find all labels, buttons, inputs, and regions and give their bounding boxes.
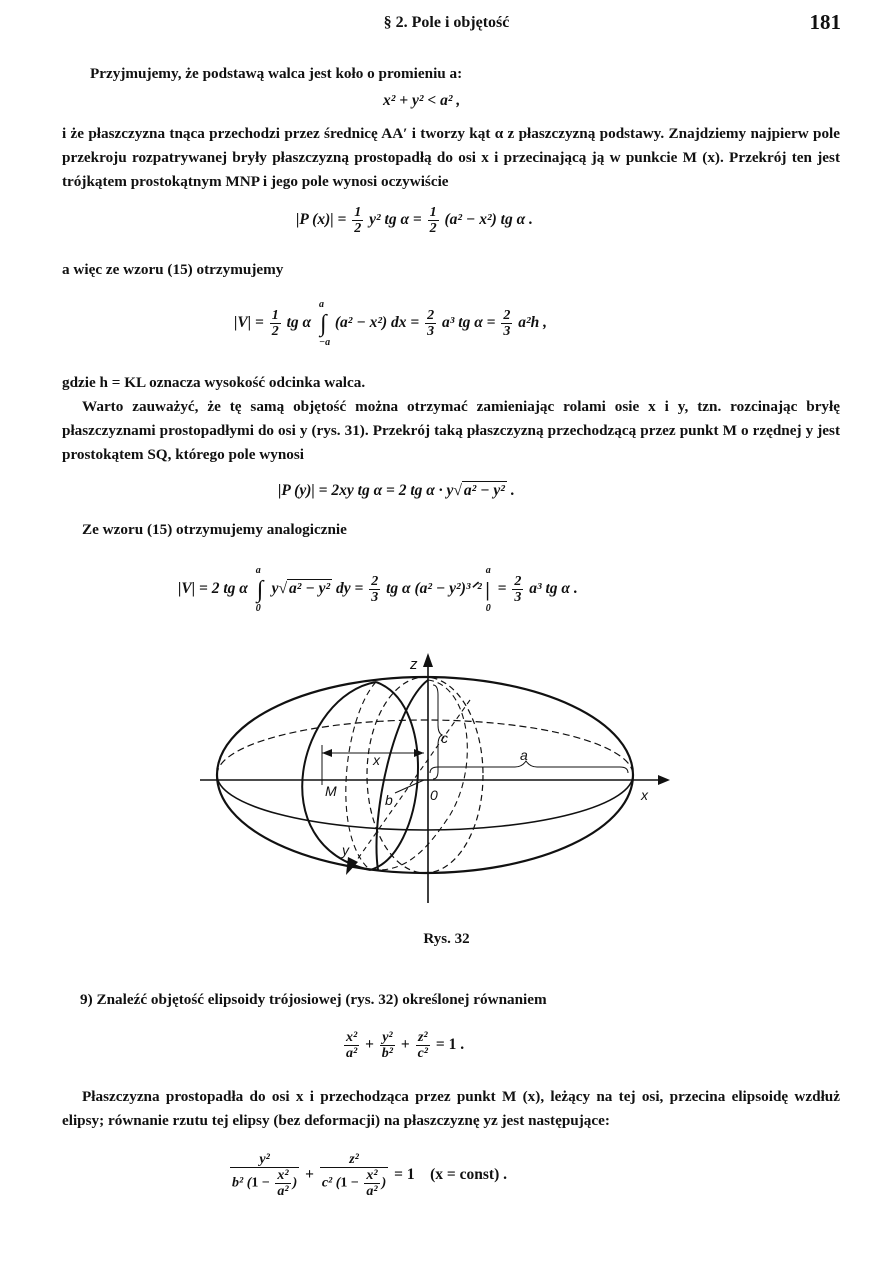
eq7-condition: (x = const) . (430, 1166, 507, 1184)
label-o: 0 (430, 787, 438, 803)
eq6-term-1 (344, 1030, 359, 1061)
eq6-t3-num: z² (416, 1030, 430, 1046)
label-x: x (373, 752, 380, 768)
eq5-fraction-2 (512, 574, 523, 605)
x-axis-arrow (658, 775, 670, 785)
eq7-t2-inner-den: a² (366, 1184, 378, 1199)
label-y: y (342, 842, 349, 858)
eq7-t1-one-minus: 1 − (251, 1175, 270, 1191)
eq7-t2-inner-frac (364, 1168, 379, 1199)
eq5-y: y (271, 580, 279, 598)
paragraph-6: Ze wzoru (15) otrzymujemy analogicznie (82, 521, 347, 538)
equator-front (217, 775, 633, 830)
eq3-fraction-1 (270, 308, 281, 339)
label-x-axis: x (641, 787, 648, 803)
eq5-eval-upper: a (485, 564, 491, 576)
eq3-int-lower: −a (319, 336, 331, 348)
eq5-int-upper: a (255, 564, 261, 576)
eq2-rhs: (a² − x²) tg α . (444, 211, 533, 229)
eq6-t1-num: x² (346, 1030, 358, 1045)
paragraph-5: Warto zauważyć, że tę samą objętość można otrzymać zamieniając rolami osie x i y, tzn. rozcinając bryłę płaszczyznami prostopadłymi do osi y (rys. 31). Przekrój taką płaszczyzną przechodzącą przez punkt M o rzędnej y jest prostokątem SQ, którego pole wynosi (62, 398, 840, 463)
label-a: a (520, 747, 528, 763)
section-cut-front (376, 680, 428, 870)
section-cut-back (378, 680, 467, 870)
eq7-plus: + (305, 1166, 314, 1184)
eq6-term-2 (380, 1030, 395, 1061)
paragraph-8: Płaszczyzna prostopadła do osi x i przechodząca przez punkt M (x), leżący na tej osi, przecina elipsoidę wzdłuż elipsy; równanie rzutu tej elipsy (bez deformacji) na płaszczyznę yz jest następujące: (62, 1088, 840, 1129)
eq3-end: a²h , (518, 314, 548, 332)
eq7-t2-inner-num: x² (366, 1168, 378, 1183)
eq6-plus-2: + (400, 1036, 410, 1054)
eq2-f2-den: 2 (429, 221, 437, 236)
eq7-t2-one-minus: 1 − (340, 1175, 359, 1191)
ellipsoid-figure (180, 645, 690, 915)
eq6-term-3 (416, 1030, 430, 1061)
eq6-t3-den: c² (417, 1046, 429, 1061)
eq3-f3-num: 2 (503, 308, 511, 323)
z-axis-arrow (423, 653, 433, 667)
eq3-f1-num: 1 (271, 308, 279, 323)
eq3-tg: tg α (286, 314, 312, 332)
eq5-eval-lower: 0 (485, 602, 491, 614)
eq2-fraction-2 (428, 205, 439, 236)
label-z: z (410, 656, 418, 673)
equation-ellipsoid (342, 1030, 464, 1061)
eq2-f2-num: 1 (429, 205, 437, 220)
eq5-mid: tg α (a² − y²)³ᐟ² (386, 580, 482, 598)
eq5-lhs: |V| = 2 tg α (178, 580, 248, 598)
eq5-f2-den: 3 (514, 590, 522, 605)
eq2-f1-num: 1 (354, 205, 362, 220)
eq3-f2-num: 2 (427, 308, 435, 323)
eq7-t1-inner-num: x² (277, 1168, 289, 1183)
eq6-plus-1: + (365, 1036, 374, 1054)
eq3-integrand: (a² − x²) dx = (334, 314, 420, 332)
eq6-t2-num: y² (380, 1030, 395, 1046)
a-brace (430, 761, 628, 773)
paragraph-7: 9) Znaleźć objętość elipsoidy trójosiowej (rys. 32) określonej równaniem (80, 991, 547, 1008)
eq3-lhs: |V| = (234, 314, 264, 332)
eq5-end: a³ tg α . (529, 580, 578, 598)
eq7-t1-inner-frac (275, 1168, 290, 1199)
paragraph-2: i że płaszczyzna tnąca przechodzi przez średnicę AA′ i tworzy kąt α z płaszczyzną podstawy. Znajdziemy najpierw pole przekroju rozpatrywanej bryły płaszczyzną prostopadłą do osi x i przecinającą ją w punkcie M (x). Przekrój ten jest trójkątem prostokątnym MNP i jego pole wynosi oczywiście (62, 125, 840, 190)
eq3-integral: ∫ a −a (319, 298, 331, 348)
section-m-back (346, 682, 376, 870)
eq3-f3-den: 3 (503, 324, 511, 339)
paragraph-4: gdzie h = KL oznacza wysokość odcinka walca. (62, 374, 366, 391)
eq7-t2-den: c² (1 − $\frac{\text{x²}}{\text{a²}}$ ) (321, 1168, 387, 1199)
equation-disk: x² + y² < a² , (383, 92, 461, 109)
eq7-t2-den-pre: c² (321, 1175, 333, 1191)
eq5-f1-num: 2 (371, 574, 379, 589)
eq7-term-2 (320, 1152, 388, 1199)
eq7-t1-num: y² (230, 1152, 299, 1168)
eq4-lhs: |P (y)| = 2xy tg α = 2 tg α · y (278, 482, 454, 499)
equation-ellipse-section (228, 1152, 507, 1199)
eq2-f1-den: 2 (354, 221, 362, 236)
b-marker (395, 780, 424, 793)
eq7-t2-num: z² (320, 1152, 388, 1168)
paragraph-3: a więc ze wzoru (15) otrzymujemy (62, 261, 284, 278)
eq7-term-1 (230, 1152, 299, 1199)
eq5-fraction-1 (369, 574, 380, 605)
page-number: 181 (809, 10, 841, 34)
equation-area-y: |P (y)| = 2xy tg α = 2 tg α · y√ a² − y² . (278, 482, 515, 499)
eq5-equals: = (497, 580, 507, 598)
eq6-end: = 1 . (435, 1036, 465, 1054)
eq3-mid: a³ tg α = (441, 314, 496, 332)
eq5-f1-den: 3 (371, 590, 379, 605)
eq4-end: . (510, 482, 515, 499)
eq2-mid: y² tg α = (369, 211, 422, 229)
paragraph-1: Przyjmujemy, że podstawą walca jest koło o promieniu a: (90, 65, 463, 82)
eq7-end: = 1 (394, 1166, 415, 1184)
eq3-fraction-3 (501, 308, 512, 339)
ellipsoid-outline (217, 677, 633, 873)
eq7-t1-den-pre: b² (232, 1175, 244, 1191)
section-m-left (302, 682, 376, 870)
equation-volume-1 (234, 298, 548, 348)
eq2-fraction-1 (352, 205, 363, 236)
eq3-f2-den: 3 (427, 324, 435, 339)
eq5-f2-num: 2 (514, 574, 522, 589)
eq5-int-lower: 0 (255, 602, 261, 614)
eq3-f1-den: 2 (271, 324, 279, 339)
eq5-eval-bar: | a 0 (485, 564, 491, 614)
eq3-fraction-2 (425, 308, 436, 339)
eq7-t1-den: b² (1 − $\frac{\text{x²}}{\text{a²}}$ ) (232, 1168, 298, 1199)
label-c: c (441, 730, 448, 746)
eq4-root: a² − y² (463, 482, 505, 499)
eq6-t1-den: a² (346, 1046, 358, 1061)
equation-area-x (296, 205, 533, 236)
equation-volume-2: |V| = 2 tg α ∫ a 0 y√ a² − y² dy = $\frac{2}{3}$ tg α (a² − y²)³ᐟ² | a 0 = $\frac{2}{3}$ a³ tg α . (178, 564, 578, 614)
eq5-root: a² − y² (289, 580, 331, 598)
section-header: § 2. Pole i objętość (383, 14, 510, 31)
label-b: b (385, 792, 393, 808)
x-distance-arrow-right (414, 749, 424, 757)
eq5-dy: dy = (336, 580, 364, 598)
x-distance-arrow-left (322, 749, 332, 757)
eq2-lhs: |P (x)| = (296, 211, 347, 229)
eq3-int-upper: a (319, 298, 325, 310)
figure-caption: Rys. 32 (423, 931, 470, 947)
label-m: M (325, 783, 337, 799)
eq7-t1-inner-den: a² (277, 1184, 289, 1199)
eq6-t2-den: b² (381, 1046, 393, 1061)
eq5-integral: ∫ a 0 (255, 564, 264, 614)
